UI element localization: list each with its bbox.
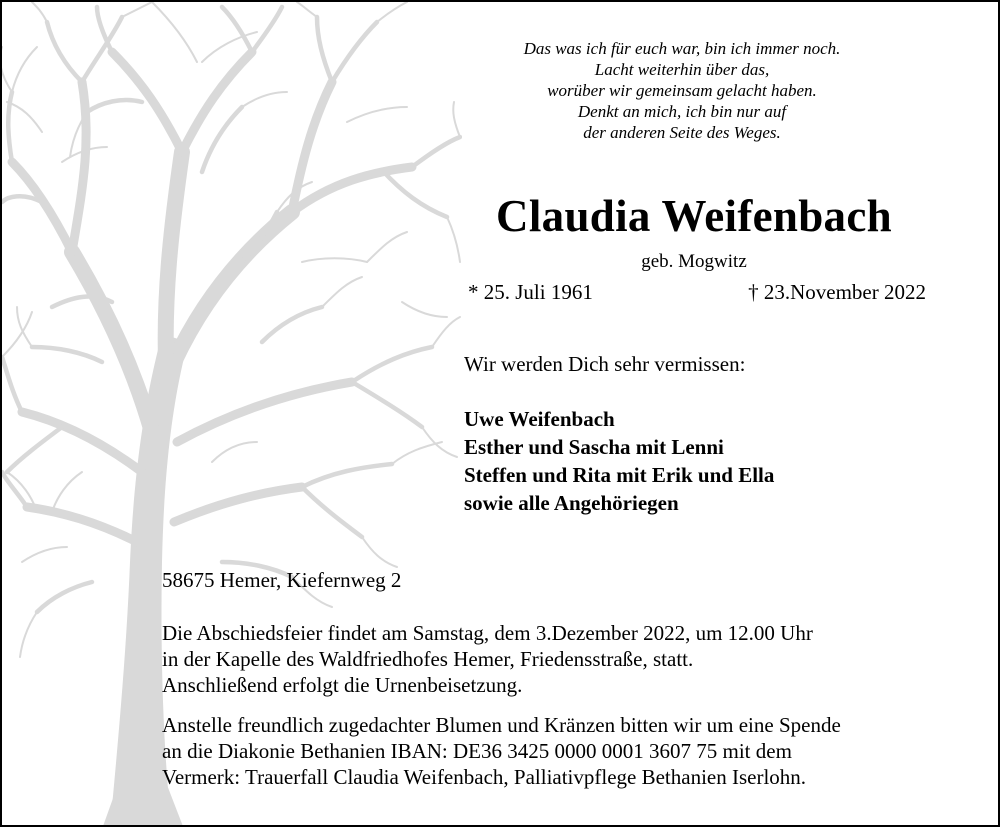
ceremony-line: Anschließend erfolgt die Urnenbeisetzung. (162, 673, 523, 697)
donation-line: Vermerk: Trauerfall Claudia Weifenbach, Palliativpflege Bethanien Iserlohn. (162, 765, 807, 789)
ceremony-notice (162, 620, 813, 698)
memorial-poem (442, 38, 922, 143)
poem-line: Lacht weiterhin über das, (594, 60, 770, 79)
poem-line: der anderen Seite des Weges. (583, 123, 781, 142)
poem-line: Das was ich für euch war, bin ich immer noch. (523, 39, 841, 58)
donation-line: Anstelle freundlich zugedachter Blumen und Kränzen bitten wir um eine Spende (162, 713, 841, 737)
donation-notice (162, 712, 841, 790)
mourners-list (464, 405, 774, 517)
ceremony-line: in der Kapelle des Waldfriedhofes Hemer, Friedensstraße, statt. (162, 647, 694, 671)
deceased-name: Claudia Weifenbach (496, 191, 892, 241)
tree-illustration (2, 2, 462, 827)
family-address: 58675 Hemer, Kiefernweg 2 (162, 568, 402, 592)
ceremony-line: Die Abschiedsfeier findet am Samstag, dem 3.Dezember 2022, um 12.00 Uhr (162, 621, 813, 645)
farewell-message: Wir werden Dich sehr vermissen: (464, 352, 746, 376)
mourner-line: sowie alle Angehöriegen (464, 491, 679, 515)
death-date: † 23.November 2022 (748, 280, 926, 304)
mourner-line: Steffen und Rita mit Erik und Ella (464, 463, 775, 487)
mourner-line: Esther und Sascha mit Lenni (464, 435, 724, 459)
poem-line: worüber wir gemeinsam gelacht haben. (547, 81, 817, 100)
birth-date: * 25. Juli 1961 (468, 280, 593, 304)
mourner-line: Uwe Weifenbach (464, 407, 615, 431)
donation-line: an die Diakonie Bethanien IBAN: DE36 3425 0000 0001 3607 75 mit dem (162, 739, 792, 763)
poem-line: Denkt an mich, ich bin nur auf (577, 102, 787, 121)
maiden-name: geb. Mogwitz (641, 251, 747, 272)
